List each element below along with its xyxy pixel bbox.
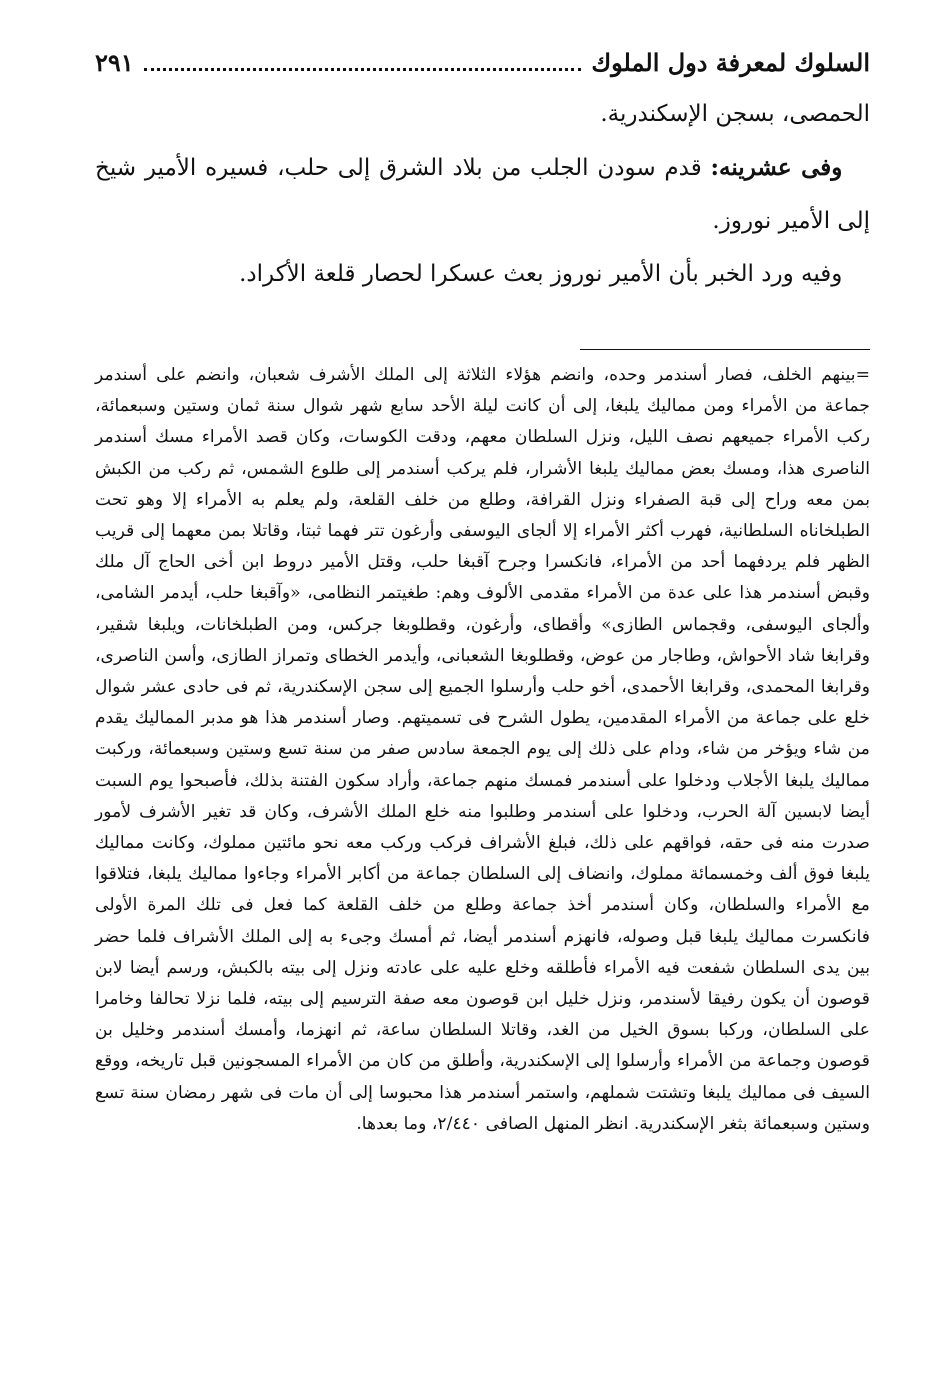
paragraph-1 bbox=[95, 141, 870, 248]
continuation-line: الحمصى، بسجن الإسكندرية. bbox=[600, 101, 870, 127]
running-title: السلوك لمعرفة دول الملوك bbox=[591, 48, 870, 77]
paragraph-1-lead: وفى عشرينه: bbox=[710, 154, 843, 181]
page bbox=[95, 48, 870, 1140]
paragraph-2: وفيه ورد الخبر بأن الأمير نوروز بعث عسكرا لحصار قلعة الأكراد. bbox=[239, 261, 843, 287]
footnote-text: =بينهم الخلف، فصار أسندمر وحده، وانضم هؤلاء الثلاثة إلى الملك الأشرف شعبان، وانضم على أسندمر جماعة من الأمراء ومن مماليك يلبغا، إلى أن كانت ليلة الأحد سابع شهر شوال سنة ثمان وستين وسبعمائة، ركب الأمراء جميعهم نصف الليل، ونزل السلطان معهم، ودقت الكوسات، وكان قصد الأمراء مسك أسندمر الناصرى هذا، ومسك بعض مماليك يلبغا الأشرار، فلم يركب أسندمر إلى طلوع الشمس، ثم ركب من الكبش بمن معه وراح إلى قبة الصفراء ونزل القرافة، وطلع من خلف القلعة، ولم يعلم به الأمراء إلا وهو تحت الطبلخاناه السلطانية، فهرب أكثر الأمراء إلا ألجاى اليوسفى وأرغون تتر فهما ثبتا، وقاتلا بمن معهما إلى قريب الظهر فلم يردفهما أحد من الأمراء، فانكسرا وجرح آقبغا حلب، وقتل الأمير دروط ابن أخى الحاج آل ملك وقبض أسندمر هذا على عدة من الأمراء مقدمى الألوف وهم: طغيتمر النظامى، «وآقبغا حلب، أيدمر الشامى، وألجاى اليوسفى، وقجماس الطازى» وأقطاى، وأرغون، وقطلوبغا جركس، ومن الطبلخانات، ويلبغا شقير، وقرابغا شاد الأحواش، وطاجار من عوض، وقطلوبغا الشعبانى، وأيدمر الخطاى وتمراز الطازى، وأسن الناصرى، وقرابغا المحمدى، وقرابغا الأحمدى، أخو حلب وأرسلوا الجميع إلى سجن الإسكندرية، ثم فى حادى عشر شوال خلع على جماعة من الأمراء المقدمين، يطول الشرح فى تسميتهم. وصار أسندمر هذا هو مدبر المماليك يقدم من شاء ويؤخر من شاء، ودام على ذلك إلى يوم الجمعة سادس صفر من سنة تسع وستين وسبعمائة، وركبت مماليك يلبغا الأجلاب ودخلوا على أسندمر فمسك منهم جماعة، وأراد سكون الفتنة بذلك، فأصبحوا يوم السبت أيضا لابسين آلة الحرب، ودخلوا على أسندمر وطلبوا منه خلع الملك الأشرف، وكان قد تغير الأشرف لأمور صدرت منه فى حقه، فواقهم على ذلك، فبلغ الأشراف فركب وركب معه نحو مائتين مملوك، وكانت مماليك يلبغا فوق ألف وخمسمائة مملوك، وانضاف إلى السلطان جماعة من أكابر الأمراء وجاءوا مماليك يلبغا، فتلاقوا مع الأمراء والسلطان، وكان أسندمر أخذ جماعة وطلع من خلف القلعة كما فعل فى تلك المرة الأولى فانكسرت مماليك يلبغا قبل وصوله، فانهزم أسندمر أيضا، ثم أمسك وجىء به إلى الملك الأشراف فلما حضر بين يدى السلطان شفعت فيه الأمراء فأطلقه وخلع عليه على عادته ونزل إلى بيته بالكبش، ورسم أيضا لابن قوصون أن يكون رفيقا لأسندمر، ونزل خليل ابن قوصون معه صفة الترسيم إلى بيته، فلما نزلا تحالفا وخامرا على السلطان، وركبا بسوق الخيل من الغد، وقاتلا السلطان ساعة، ثم انهزما، وأمسك أسندمر وخليل بن قوصون وجماعة من الأمراء وأرسلوا إلى الإسكندرية، وأطلق من كان من الأمراء المسجونين قبل تاريخه، ووقع السيف فى مماليك يلبغا وتشتت شملهم، واستمر أسندمر هذا محبوسا إلى أن مات فى شهر رمضان سنة تسع وستين وسبعمائة بثغر الإسكندرية. انظر المنهل الصافى ٢/٤٤٠، وما بعدها. bbox=[95, 365, 870, 1134]
paragraph-1-text: قدم سودن الجلب من بلاد الشرق إلى حلب، فسيره الأمير شيخ إلى الأمير نوروز. bbox=[95, 155, 870, 234]
header-leader-dots bbox=[144, 54, 582, 71]
footnote bbox=[95, 360, 870, 1140]
footnote-separator bbox=[580, 349, 870, 350]
main-text bbox=[95, 88, 870, 301]
page-number: ٢٩١ bbox=[95, 48, 134, 77]
running-header bbox=[95, 48, 870, 88]
